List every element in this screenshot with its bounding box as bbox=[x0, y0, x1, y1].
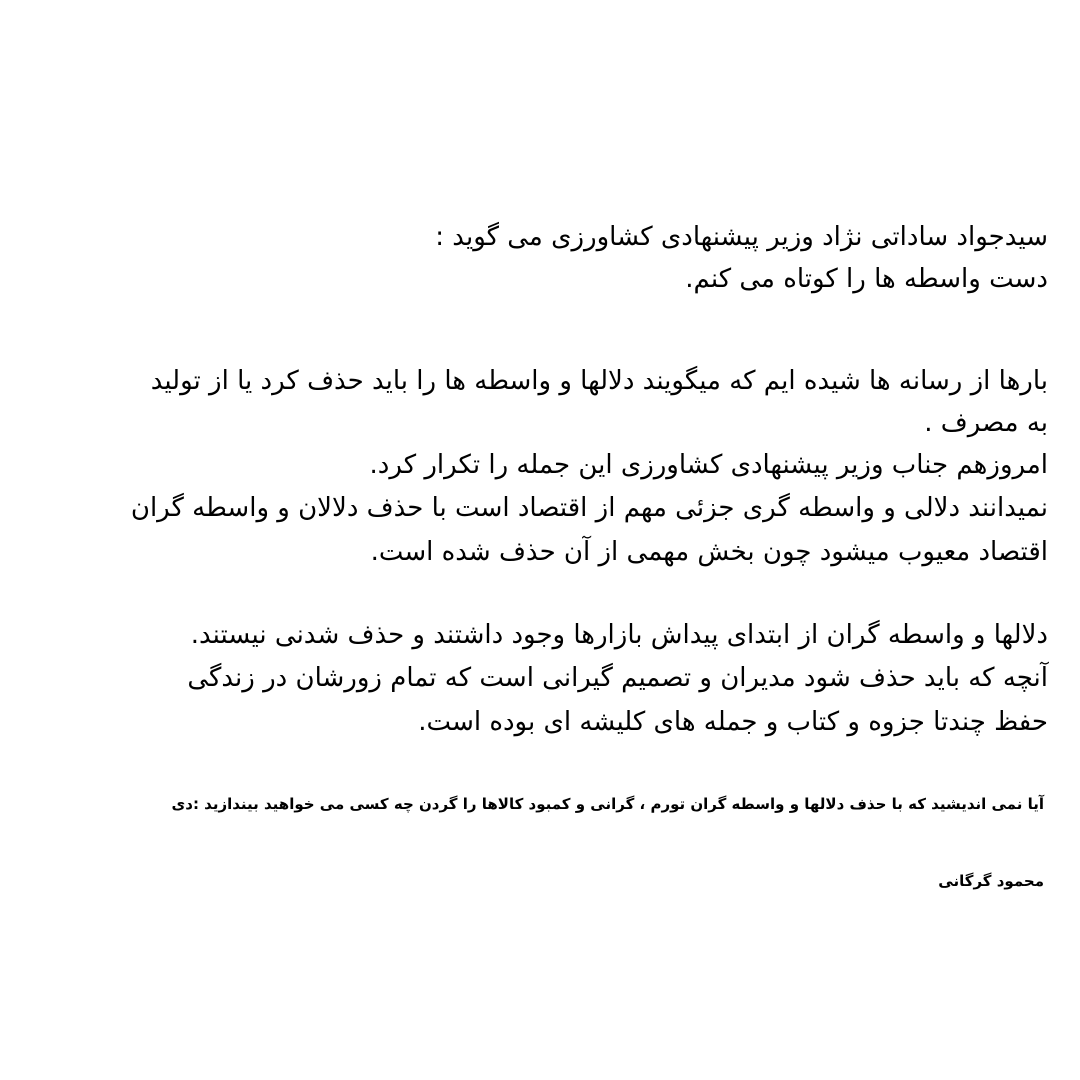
paragraph-2-line-2: آنچه که باید حذف شود مدیران و تصمیم گیرانی است که تمام زورشان در زندگی bbox=[187, 663, 1048, 693]
author-signature: محمود گرگانی bbox=[938, 872, 1044, 890]
paragraph-2-line-3: حفظ چندتا جزوه و کتاب و جمله های کلیشه ای بوده است. bbox=[418, 707, 1048, 737]
paragraph-1-line-4: نمیدانند دلالی و واسطه گری جزئی مهم از اقتصاد است با حذف دلالان و واسطه گران bbox=[130, 493, 1048, 523]
closing-question: آیا نمی اندیشید که با حذف دلالها و واسطه گران تورم ، گرانی و کمبود کالاها را گردن چه کسی می خواهید بیندازید :دی bbox=[171, 795, 1044, 813]
paragraph-1-line-5: اقتصاد معیوب میشود چون بخش مهمی از آن حذف شده است. bbox=[370, 537, 1048, 567]
paragraph-1-line-1: بارها از رسانه ها شیده ایم که میگویند دلالها و واسطه ها را باید حذف کرد یا از تولید bbox=[150, 366, 1048, 396]
paragraph-1-line-2: به مصرف . bbox=[924, 408, 1048, 438]
paragraph-1-line-3: امروزهم جناب وزیر پیشنهادی کشاورزی این جمله را تکرار کرد. bbox=[369, 450, 1048, 480]
header-line-1: سیدجواد ساداتی نژاد وزیر پیشنهادی کشاورزی می گوید : bbox=[435, 222, 1048, 252]
paragraph-2-line-1: دلالها و واسطه گران از ابتدای پیداش بازارها وجود داشتند و حذف شدنی نیستند. bbox=[190, 620, 1048, 650]
header-line-2: دست واسطه ها را کوتاه می کنم. bbox=[685, 264, 1048, 294]
